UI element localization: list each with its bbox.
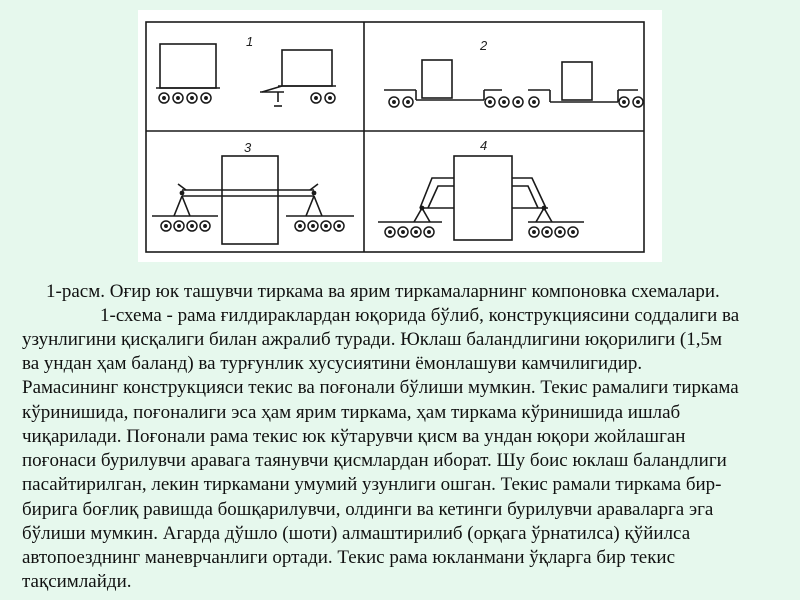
body-line: бирига боғлиқ равишда бошқарилувчи, олдинги ва кетинги бурилувчи араваларга эга bbox=[22, 499, 714, 520]
body-line: поғонаси бурилувчи аравага таянувчи қисмлардан иборат. Шу боис юклаш баландлиги bbox=[22, 450, 727, 471]
wheel-hub bbox=[637, 101, 639, 103]
scheme-4-gooseneck-left bbox=[420, 178, 454, 208]
body-line: ва ундан ҳам баланд) ва турғунлик хусусиятини ёмонлашуви камчилигидир. bbox=[22, 353, 643, 374]
scheme-2-cargo-left bbox=[422, 60, 452, 98]
wheel-hub bbox=[389, 231, 391, 233]
figure-drawing bbox=[138, 10, 662, 262]
wheel-hub bbox=[325, 225, 327, 227]
panel-label-4: 4 bbox=[480, 138, 488, 153]
wheel-hub bbox=[489, 101, 491, 103]
body-line: тақсимлайди. bbox=[22, 571, 132, 592]
wheel-hub bbox=[546, 231, 548, 233]
scheme-2-cargo-right bbox=[562, 62, 592, 100]
panel-label-3: 3 bbox=[244, 140, 252, 155]
body-line: чиқарилади. Поғонали рама текис юк кўтарувчи қисм ва ундан юқори жойлашган bbox=[22, 426, 686, 447]
body-line: Рамасининг конструкцияси текис ва поғонали бўлиши мумкин. Текис рамалиги тиркама bbox=[22, 377, 739, 398]
scheme-1-trailer-body bbox=[282, 50, 332, 86]
panel-label-1: 1 bbox=[246, 34, 254, 49]
figure-caption: 1-расм. Оғир юк ташувчи тиркама ва ярим тиркамаларнинг компоновка схемалари. bbox=[46, 281, 720, 302]
layout-schemes-figure bbox=[138, 10, 662, 262]
body-line: узунлигини қисқалиги билан ажралиб туради. Юклаш баландлигини юқорилиги (1,5м bbox=[22, 329, 723, 350]
wheel-hub bbox=[503, 101, 505, 103]
wheel-hub bbox=[205, 97, 207, 99]
wheel-hub bbox=[312, 225, 314, 227]
wheel-hub bbox=[623, 101, 625, 103]
wheel-hub bbox=[191, 97, 193, 99]
wheel-hub bbox=[163, 97, 165, 99]
body-line: автопоезднинг маневрчанлиги ортади. Текис рама юкланмани ўқларга бир текис bbox=[22, 547, 676, 568]
body-line: кўринишида, поғоналиги эса ҳам ярим тиркама, ҳам тиркама кўринишида ишлаб bbox=[22, 402, 681, 423]
wheel-hub bbox=[415, 231, 417, 233]
wheel-hub bbox=[393, 101, 395, 103]
scheme-4-drawing bbox=[378, 156, 584, 240]
body-line: пасайтирилган, лекин тиркамани умумий узунлиги ошган. Текис рамали тиркама бир- bbox=[22, 474, 722, 495]
body-line: 1-схема - рама ғилдираклардан юқорида бўлиб, конструкциясини соддалиги ва bbox=[100, 305, 740, 326]
figure-frame bbox=[146, 22, 644, 252]
wheel-hub bbox=[191, 225, 193, 227]
wheel-hub bbox=[329, 97, 331, 99]
scheme-3-pivot-rear bbox=[312, 191, 317, 196]
wheel-hub bbox=[204, 225, 206, 227]
body-line: бўлиши мумкин. Агарда дўшло (шоти) алмаштирилиб (орқага ўрнатилса) қўйилса bbox=[22, 523, 691, 544]
wheel-hub bbox=[177, 97, 179, 99]
wheel-hub bbox=[428, 231, 430, 233]
wheel-hub bbox=[315, 97, 317, 99]
panel-label-2: 2 bbox=[480, 38, 488, 53]
wheel-group bbox=[159, 93, 643, 237]
scheme-3-pivot-front bbox=[180, 191, 185, 196]
scheme-4-cargo bbox=[454, 156, 512, 240]
wheel-hub bbox=[178, 225, 180, 227]
wheel-hub bbox=[299, 225, 301, 227]
scheme-4-gooseneck-right bbox=[512, 178, 546, 208]
scheme-3-cargo bbox=[222, 156, 278, 244]
wheel-hub bbox=[572, 231, 574, 233]
wheel-hub bbox=[533, 231, 535, 233]
scheme-4-pivot-rear bbox=[542, 206, 547, 211]
wheel-hub bbox=[338, 225, 340, 227]
wheel-hub bbox=[402, 231, 404, 233]
scheme-1-truck-body bbox=[160, 44, 216, 88]
wheel-hub bbox=[559, 231, 561, 233]
wheel-hub bbox=[165, 225, 167, 227]
wheel-hub bbox=[407, 101, 409, 103]
wheel-hub bbox=[533, 101, 535, 103]
scheme-2-drawing bbox=[384, 60, 638, 102]
scheme-4-pivot-front bbox=[420, 206, 425, 211]
wheel-hub bbox=[517, 101, 519, 103]
